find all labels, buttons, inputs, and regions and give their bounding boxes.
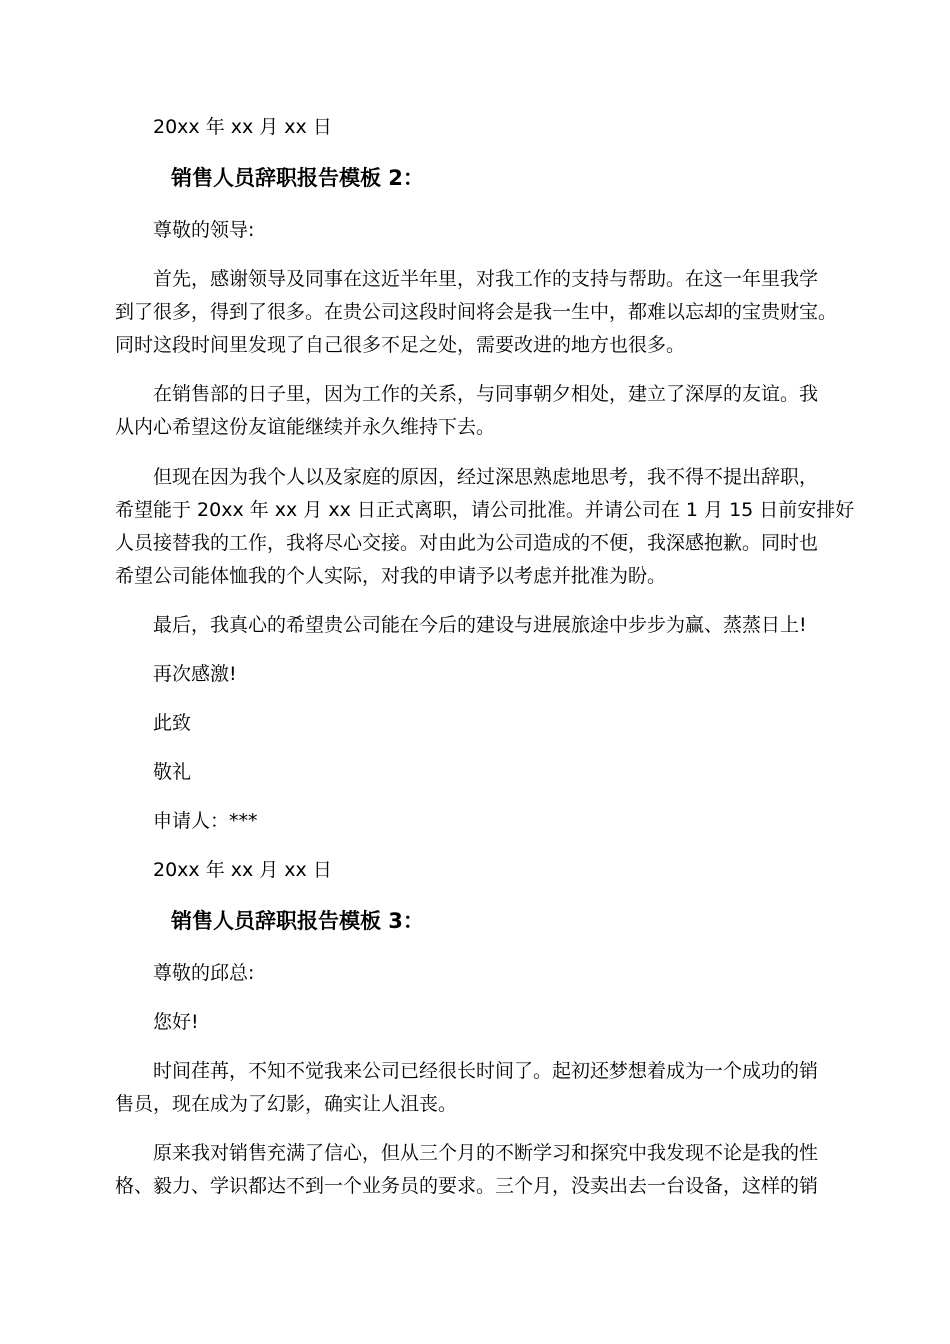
paragraph-line: 人员接替我的工作，我将尽心交接。对由此为公司造成的不便，我深感抱歉。同时也 <box>115 532 819 554</box>
paragraph-line: 格、毅力、学识都达不到一个业务员的要求。三个月，没卖出去一台设备，这样的销 <box>115 1175 819 1197</box>
paragraph-line: 首先，感谢领导及同事在这近半年里，对我工作的支持与帮助。在这一年里我学 <box>153 268 819 290</box>
paragraph-line: 同时这段时间里发现了自己很多不足之处，需要改进的地方也很多。 <box>115 334 686 356</box>
paragraph-line: 最后，我真心的希望贵公司能在今后的建设与进展旅途中步步为赢、蒸蒸日上! <box>153 614 807 636</box>
section-heading-2: 销售人员辞职报告模板 2： <box>171 166 424 190</box>
paragraph-line: 希望能于 20xx 年 xx 月 xx 日正式离职，请公司批准。并请公司在 1 月 15 日前安排好 <box>115 499 855 521</box>
paragraph-line: 但现在因为我个人以及家庭的原因，经过深思熟虑地思考，我不得不提出辞职， <box>153 466 819 488</box>
date-line: 20xx 年 xx 月 xx 日 <box>153 859 332 881</box>
greeting-line: 尊敬的邱总: <box>153 962 255 984</box>
applicant-line: 申请人：*** <box>153 810 258 832</box>
paragraph-line: 希望公司能体恤我的个人实际，对我的申请予以考虑并批准为盼。 <box>115 565 667 587</box>
paragraph-line: 从内心希望这份友谊能继续并永久维持下去。 <box>115 416 496 438</box>
paragraph-line: 售员，现在成为了幻影，确实让人沮丧。 <box>115 1093 458 1115</box>
thanks-line: 再次感激! <box>153 663 237 685</box>
paragraph-line: 原来我对销售充满了信心，但从三个月的不断学习和探究中我发现不论是我的性 <box>153 1142 819 1164</box>
section-heading-3: 销售人员辞职报告模板 3： <box>171 909 424 933</box>
paragraph-line: 时间荏苒，不知不觉我来公司已经很长时间了。起初还梦想着成为一个成功的销 <box>153 1060 819 1082</box>
closing-line: 敬礼 <box>153 761 192 783</box>
hello-line: 您好! <box>153 1011 199 1033</box>
closing-line: 此致 <box>153 712 192 734</box>
paragraph-line: 在销售部的日子里，因为工作的关系，与同事朝夕相处，建立了深厚的友谊。我 <box>153 383 819 405</box>
greeting-line: 尊敬的领导: <box>153 219 255 241</box>
paragraph-line: 到了很多，得到了很多。在贵公司这段时间将会是我一生中，都难以忘却的宝贵财宝。 <box>115 301 838 323</box>
date-line: 20xx 年 xx 月 xx 日 <box>153 116 332 138</box>
